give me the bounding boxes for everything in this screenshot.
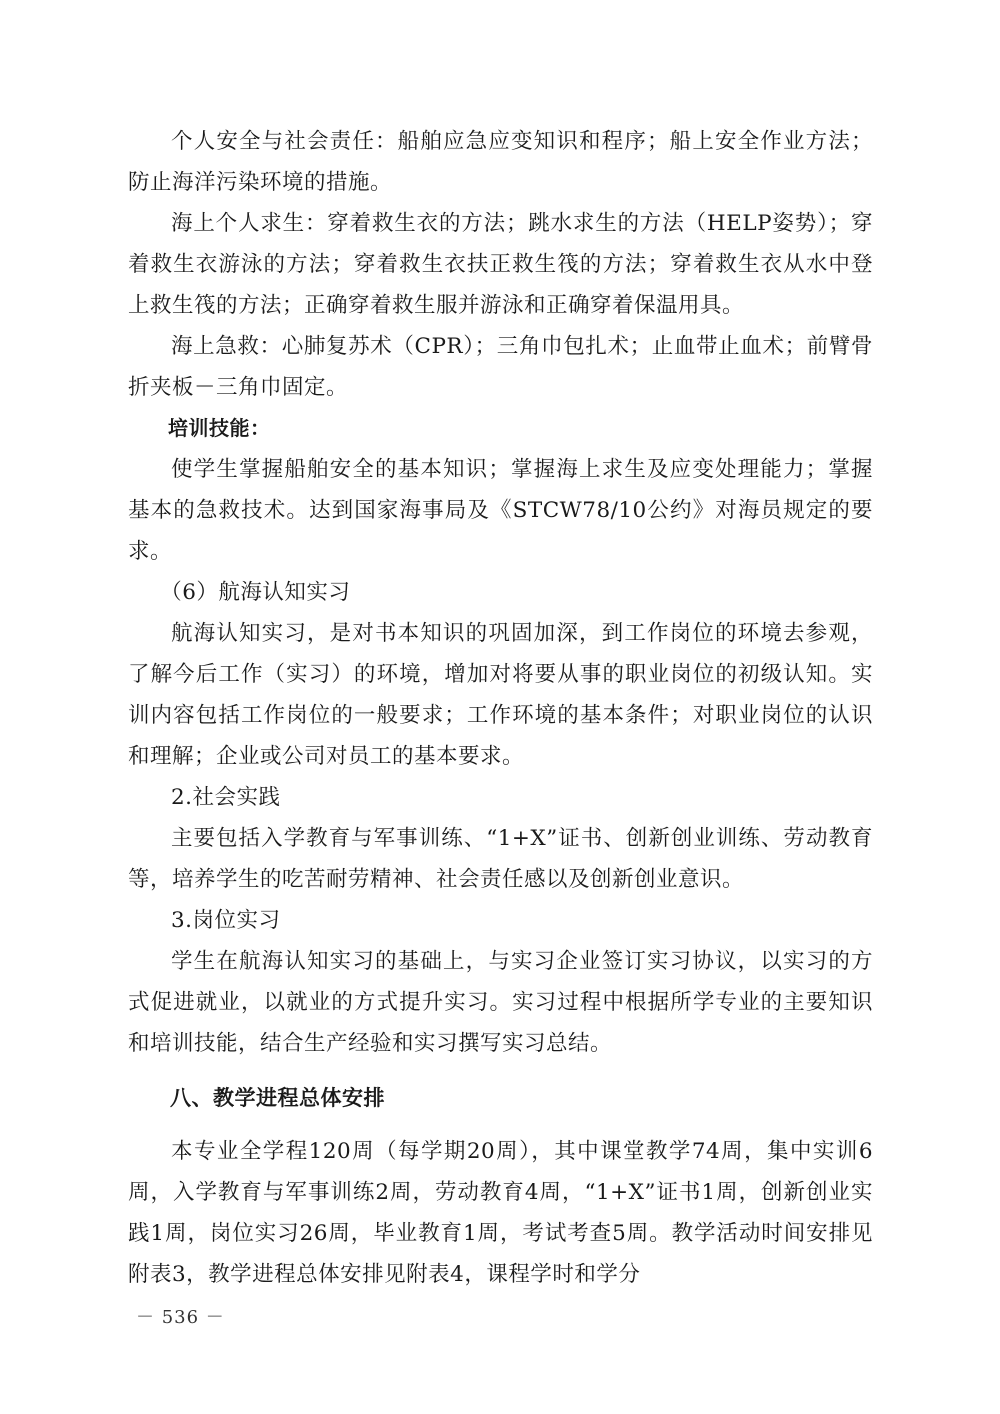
document-body (128, 121, 873, 1295)
page-number: － 536 － (136, 1307, 225, 1328)
paragraph-personal-safety: 个人安全与社会责任：船舶应急应变知识和程序；船上安全作业方法；防止海洋污染环境的措施。 (128, 129, 873, 195)
section-8-text: 本专业全学程120周（每学期20周），其中课堂教学74周，集中实训6周，入学教育与军事训练2周，劳动教育4周，“1+X”证书1周，创新创业实践1周，岗位实习26周，毕业教育1周，考试考查5周。教学活动时间安排见附表3，教学进程总体安排见附表4，课程学时和学分 (128, 1139, 873, 1287)
paragraph-first-aid: 海上急救：心肺复苏术（CPR）；三角巾包扎术；止血带止血术；前臂骨折夹板－三角巾固定。 (128, 334, 873, 400)
item-2-heading: 2.社会实践 (171, 785, 281, 810)
item-3-text: 学生在航海认知实习的基础上，与实习企业签订实习协议，以实习的方式促进就业，以就业的方式提升实习。实习过程中根据所学专业的主要知识和培训技能，结合生产经验和实习撰写实习总结。 (128, 949, 873, 1056)
training-skills-text: 使学生掌握船舶安全的基本知识；掌握海上求生及应变处理能力；掌握基本的急救技术。达到国家海事局及《STCW78/10公约》对海员规定的要求。 (128, 457, 873, 564)
training-skills-heading: 培训技能： (168, 416, 271, 440)
section-8-heading: 八、教学进程总体安排 (170, 1086, 385, 1110)
item-2-text: 主要包括入学教育与军事训练、“1+X”证书、创新创业训练、劳动教育等，培养学生的吃苦耐劳精神、社会责任感以及创新创业意识。 (128, 826, 873, 892)
paragraph-sea-survival: 海上个人求生：穿着救生衣的方法；跳水求生的方法（HELP姿势）；穿着救生衣游泳的方法；穿着救生衣扶正救生筏的方法；穿着救生衣从水中登上救生筏的方法；正确穿着救生服并游泳和正确穿着保温用具。 (128, 211, 873, 318)
item-6-text: 航海认知实习，是对书本知识的巩固加深，到工作岗位的环境去参观，了解今后工作（实习）的环境，增加对将要从事的职业岗位的初级认知。实训内容包括工作岗位的一般要求；工作环境的基本条件；对职业岗位的认识和理解；企业或公司对员工的基本要求。 (128, 621, 873, 769)
item-3-heading: 3.岗位实习 (171, 908, 281, 933)
item-6-heading: （6）航海认知实习 (160, 580, 351, 605)
